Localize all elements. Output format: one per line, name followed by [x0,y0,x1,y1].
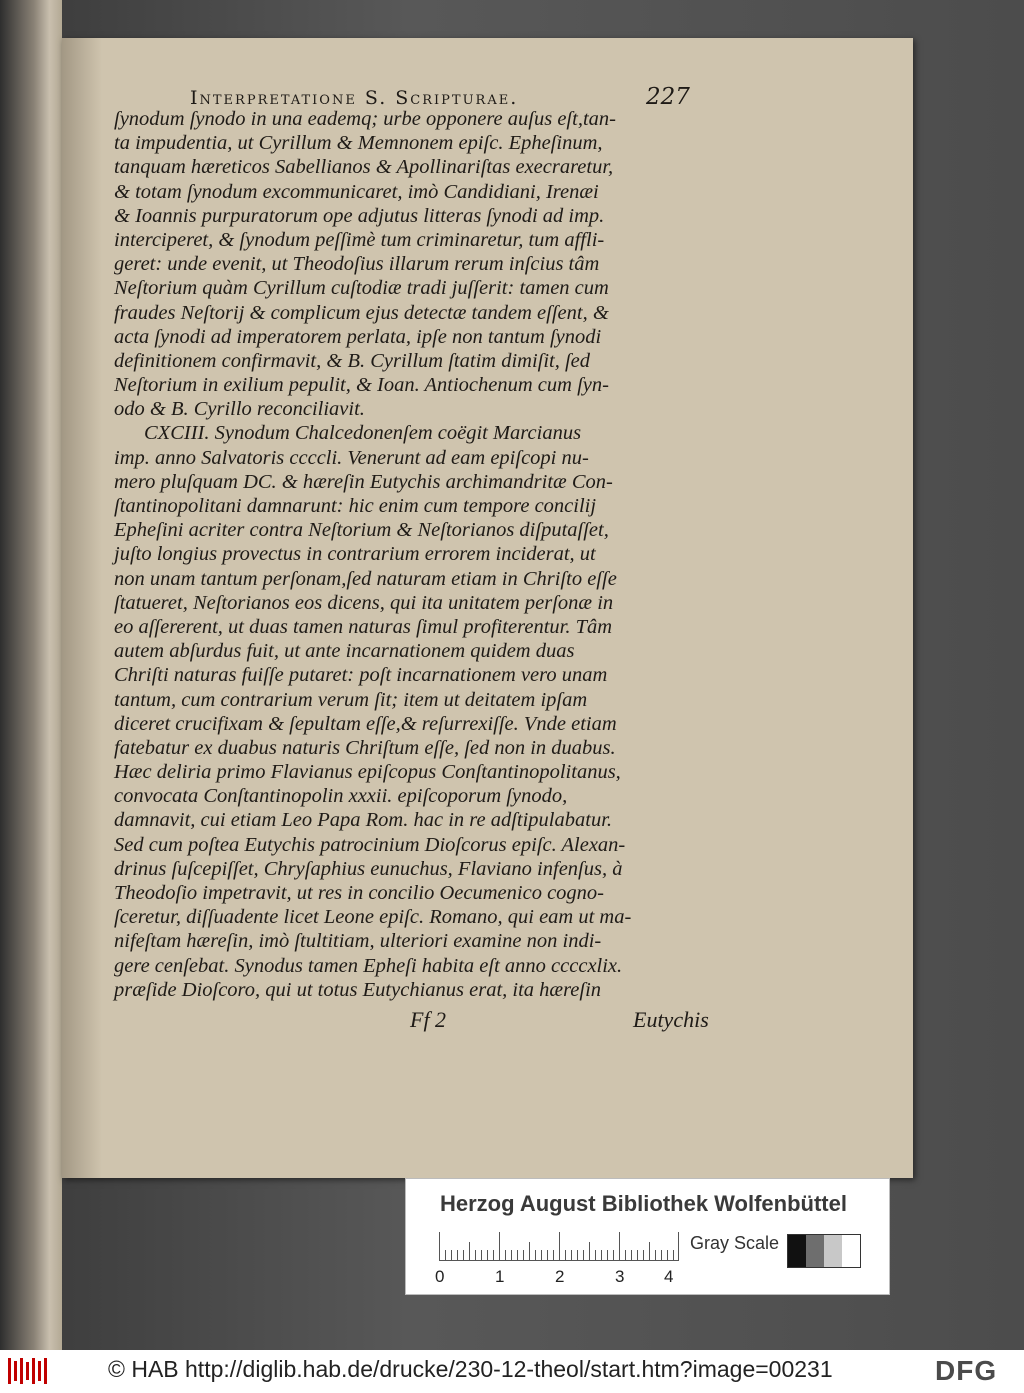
text-line: mero pluſquam DC. & hæreſin Eutychis archimandritæ Con- [114,470,613,493]
text-line: autem abſurdus fuit, ut ante incarnationem quidem duas [114,640,575,663]
text-line: diceret crucifixam & ſepultam eſſe,& reſurrexiſſe. Vnde etiam [114,712,617,735]
text-line: convocata Conſtantinopolin xxxii. epiſcoporum ſynodo, [114,785,568,808]
text-line: Neſtorium quàm Cyrillum cuſtodiæ tradi juſſerit: tamen cum [114,277,609,300]
text-line: non unam tantum perſonam,ſed naturam etiam in Chriſto eſſe [114,567,617,590]
book-page [62,38,913,1178]
body-text [114,107,714,1002]
library-name: Herzog August Bibliothek Wolfenbüttel [440,1191,847,1216]
text-line: definitionem confirmavit, & B. Cyrillum ſtatim dimiſit, ſed [114,349,591,372]
text-line: ta impudentia, ut Cyrillum & Memnonem epiſc. Epheſinum, [114,132,603,155]
text-line: Hæc deliria primo Flavianus epiſcopus Conſtantinopolitanus, [114,761,621,784]
text-line: interciperet, & ſynodum peſſimè tum criminaretur, tum affli- [114,228,605,251]
text-line: eo aſſererent, ut duas tamen naturas ſimul profiterentur. Tâm [114,615,613,638]
catchword: Eutychis [633,1007,709,1032]
text-line: nifeſtam hæreſin, imò ſtultitiam, ulteriori examine non indi- [114,930,602,953]
text-line: ſceretur, diſſuadente licet Leone epiſc. Romano, qui eam ut ma- [114,906,632,929]
color-target-card [405,1178,890,1295]
page-number: 227 [646,84,690,110]
text-line: juſto longius provectus in contrarium errorem inciderat, ut [114,543,596,566]
text-line: Chriſti naturas fuiſſe putaret: poſt incarnationem vero unam [114,664,608,687]
text-line: Theodoſio impetravit, ut res in concilio Oecumenico cogno- [114,882,604,904]
text-line: fraudes Neſtorij & complicum ejus detectæ tandem eſſent, & [114,301,609,324]
ruler-label-2: 2 [555,1267,565,1286]
copyright-url-text: © HAB http://diglib.hab.de/drucke/230-12-theol/start.htm?image=00231 [108,1356,833,1382]
previous-page-edge [0,0,62,1350]
gray-swatch-black [788,1235,806,1267]
text-line: Neſtorium in exilium pepulit, & Ioan. Antiochenum cum ſyn- [114,374,609,397]
text-line: ſtantinopolitani damnarunt: hic enim cum tempore concilij [114,495,597,517]
dfg-logo: DFG [935,1355,998,1386]
gray-swatch-white [842,1235,860,1267]
gray-scale-swatches [787,1234,861,1268]
running-head: Interpretatione S. Scripturae. [190,87,519,109]
text-line: Epheſini acriter contra Neſtorium & Neſtorianos diſputaſſet, [114,519,609,542]
text-line: tanquam hæreticos Sabellianos & Apollinariſtas execraretur, [114,156,614,179]
gray-scale-label: Gray Scale [690,1233,780,1253]
signature-mark: Ff 2 [410,1007,447,1032]
text-line: ſtatueret, Neſtorianos eos dicens, qui ita unitatem perſonæ in [114,591,614,614]
text-line: fatebatur ex duabus naturis Chriſtum eſſe, ſed non in duabus. [114,736,616,759]
text-line: Sed cum poſtea Eutychis patrocinium Dioſcorus epiſc. Alexan- [114,833,626,856]
ruler-label-4: 4 [664,1267,674,1286]
hab-logo-icon [8,1358,48,1384]
text-line: acta ſynodi ad imperatorem perlata, ipſe non tantum ſynodi [114,325,602,348]
footer-bar [0,1350,1024,1393]
text-line: damnavit, cui etiam Leo Papa Rom. hac in re adſtipulabatur. [114,809,613,832]
text-line: tantum, cum contrarium verum ſit; item ut deitatem ipſam [114,688,588,711]
text-line: præſide Dioſcoro, qui ut totus Eutychianus erat, ita hæreſin [114,978,602,1001]
text-line: imp. anno Salvatoris ccccli. Venerunt ad eam epiſcopi nu- [114,446,589,469]
text-line: & Ioannis purpuratorum ope adjutus litteras ſynodi ad imp. [114,204,605,227]
text-line: geret: unde evenit, ut Theodoſius illarum rerum inſcius tâm [114,253,600,276]
text-line: odo & B. Cyrillo reconciliavit. [114,398,365,421]
text-line: gere cenſebat. Synodus tamen Epheſi habita eſt anno ccccxlix. [114,954,623,977]
ruler-label-0: 0 [435,1267,445,1286]
measurement-ruler [439,1232,679,1261]
ruler-label-3: 3 [615,1267,625,1286]
ruler-label-1: 1 [495,1267,505,1286]
gray-swatch-light [824,1235,842,1267]
gray-swatch-dark [806,1235,824,1267]
text-line: drinus ſuſcepiſſet, Chryſaphius eunuchus, Flaviano infenſus, à [114,857,623,880]
section-heading-line: CXCIII. Synodum Chalcedonenſem coëgit Marcianus [144,422,582,445]
text-line: & totam ſynodum excommunicaret, imò Candidiani, Irenæi [114,180,599,203]
text-line: ſynodum ſynodo in una eademq; urbe opponere auſus eſt,tan- [114,108,616,130]
